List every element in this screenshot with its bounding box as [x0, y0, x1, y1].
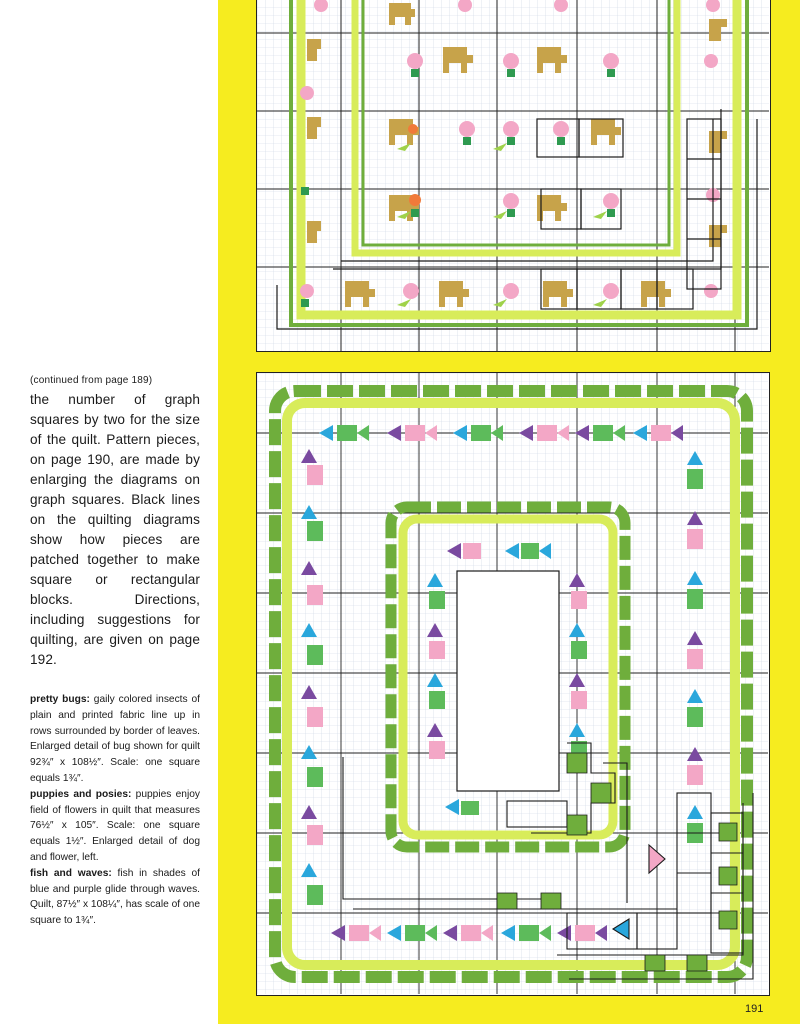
- text-column: [30, 374, 200, 929]
- caption-pretty-bugs: [30, 692, 200, 787]
- center-block: [457, 571, 559, 791]
- caption-list: [30, 692, 200, 929]
- fish-quilt-diagram: [256, 372, 770, 996]
- caption-title: pretty bugs:: [30, 694, 90, 705]
- page-number: 191: [745, 1003, 764, 1015]
- fish-diagram-svg: [257, 373, 768, 994]
- caption-text: fish in shades of blue and purple glide through waves. Quilt, 87½″ x 108¼″, has scale of one square to 1¾″.: [30, 867, 200, 927]
- caption-text: gaily colored insects of plain and printed fabric line up in rows surrounded by border of leaves. Enlarged detail of bug shown for quilt 92¾″ x 108½″. Scale: one square equals 1¾″.: [30, 694, 200, 784]
- caption-text: puppies enjoy field of flowers in quilt that measures 76½″ x 105″. Scale: one square equals 1½″. Enlarged detail of dog and flower, left.: [30, 788, 200, 863]
- caption-title: fish and waves:: [30, 867, 112, 879]
- puppies-diagram-svg: [257, 0, 769, 351]
- caption-puppies-and-posies: [30, 787, 200, 866]
- intro-paragraph: the number of graph squares by two for the size of the quilt. Pattern pieces, on page 190, are made by enlarging the diagrams on graph squares. Black lines on the quilting diagrams show how pieces are patched together to make square or rectangular blocks. Directions, including suggestions for quilting, are given on page 192.: [30, 392, 200, 667]
- puppies-quilt-diagram: [256, 0, 771, 352]
- continued-note: (continued from page 189): [30, 375, 153, 386]
- caption-title: puppies and posies:: [30, 788, 132, 800]
- caption-fish-and-waves: [30, 866, 200, 929]
